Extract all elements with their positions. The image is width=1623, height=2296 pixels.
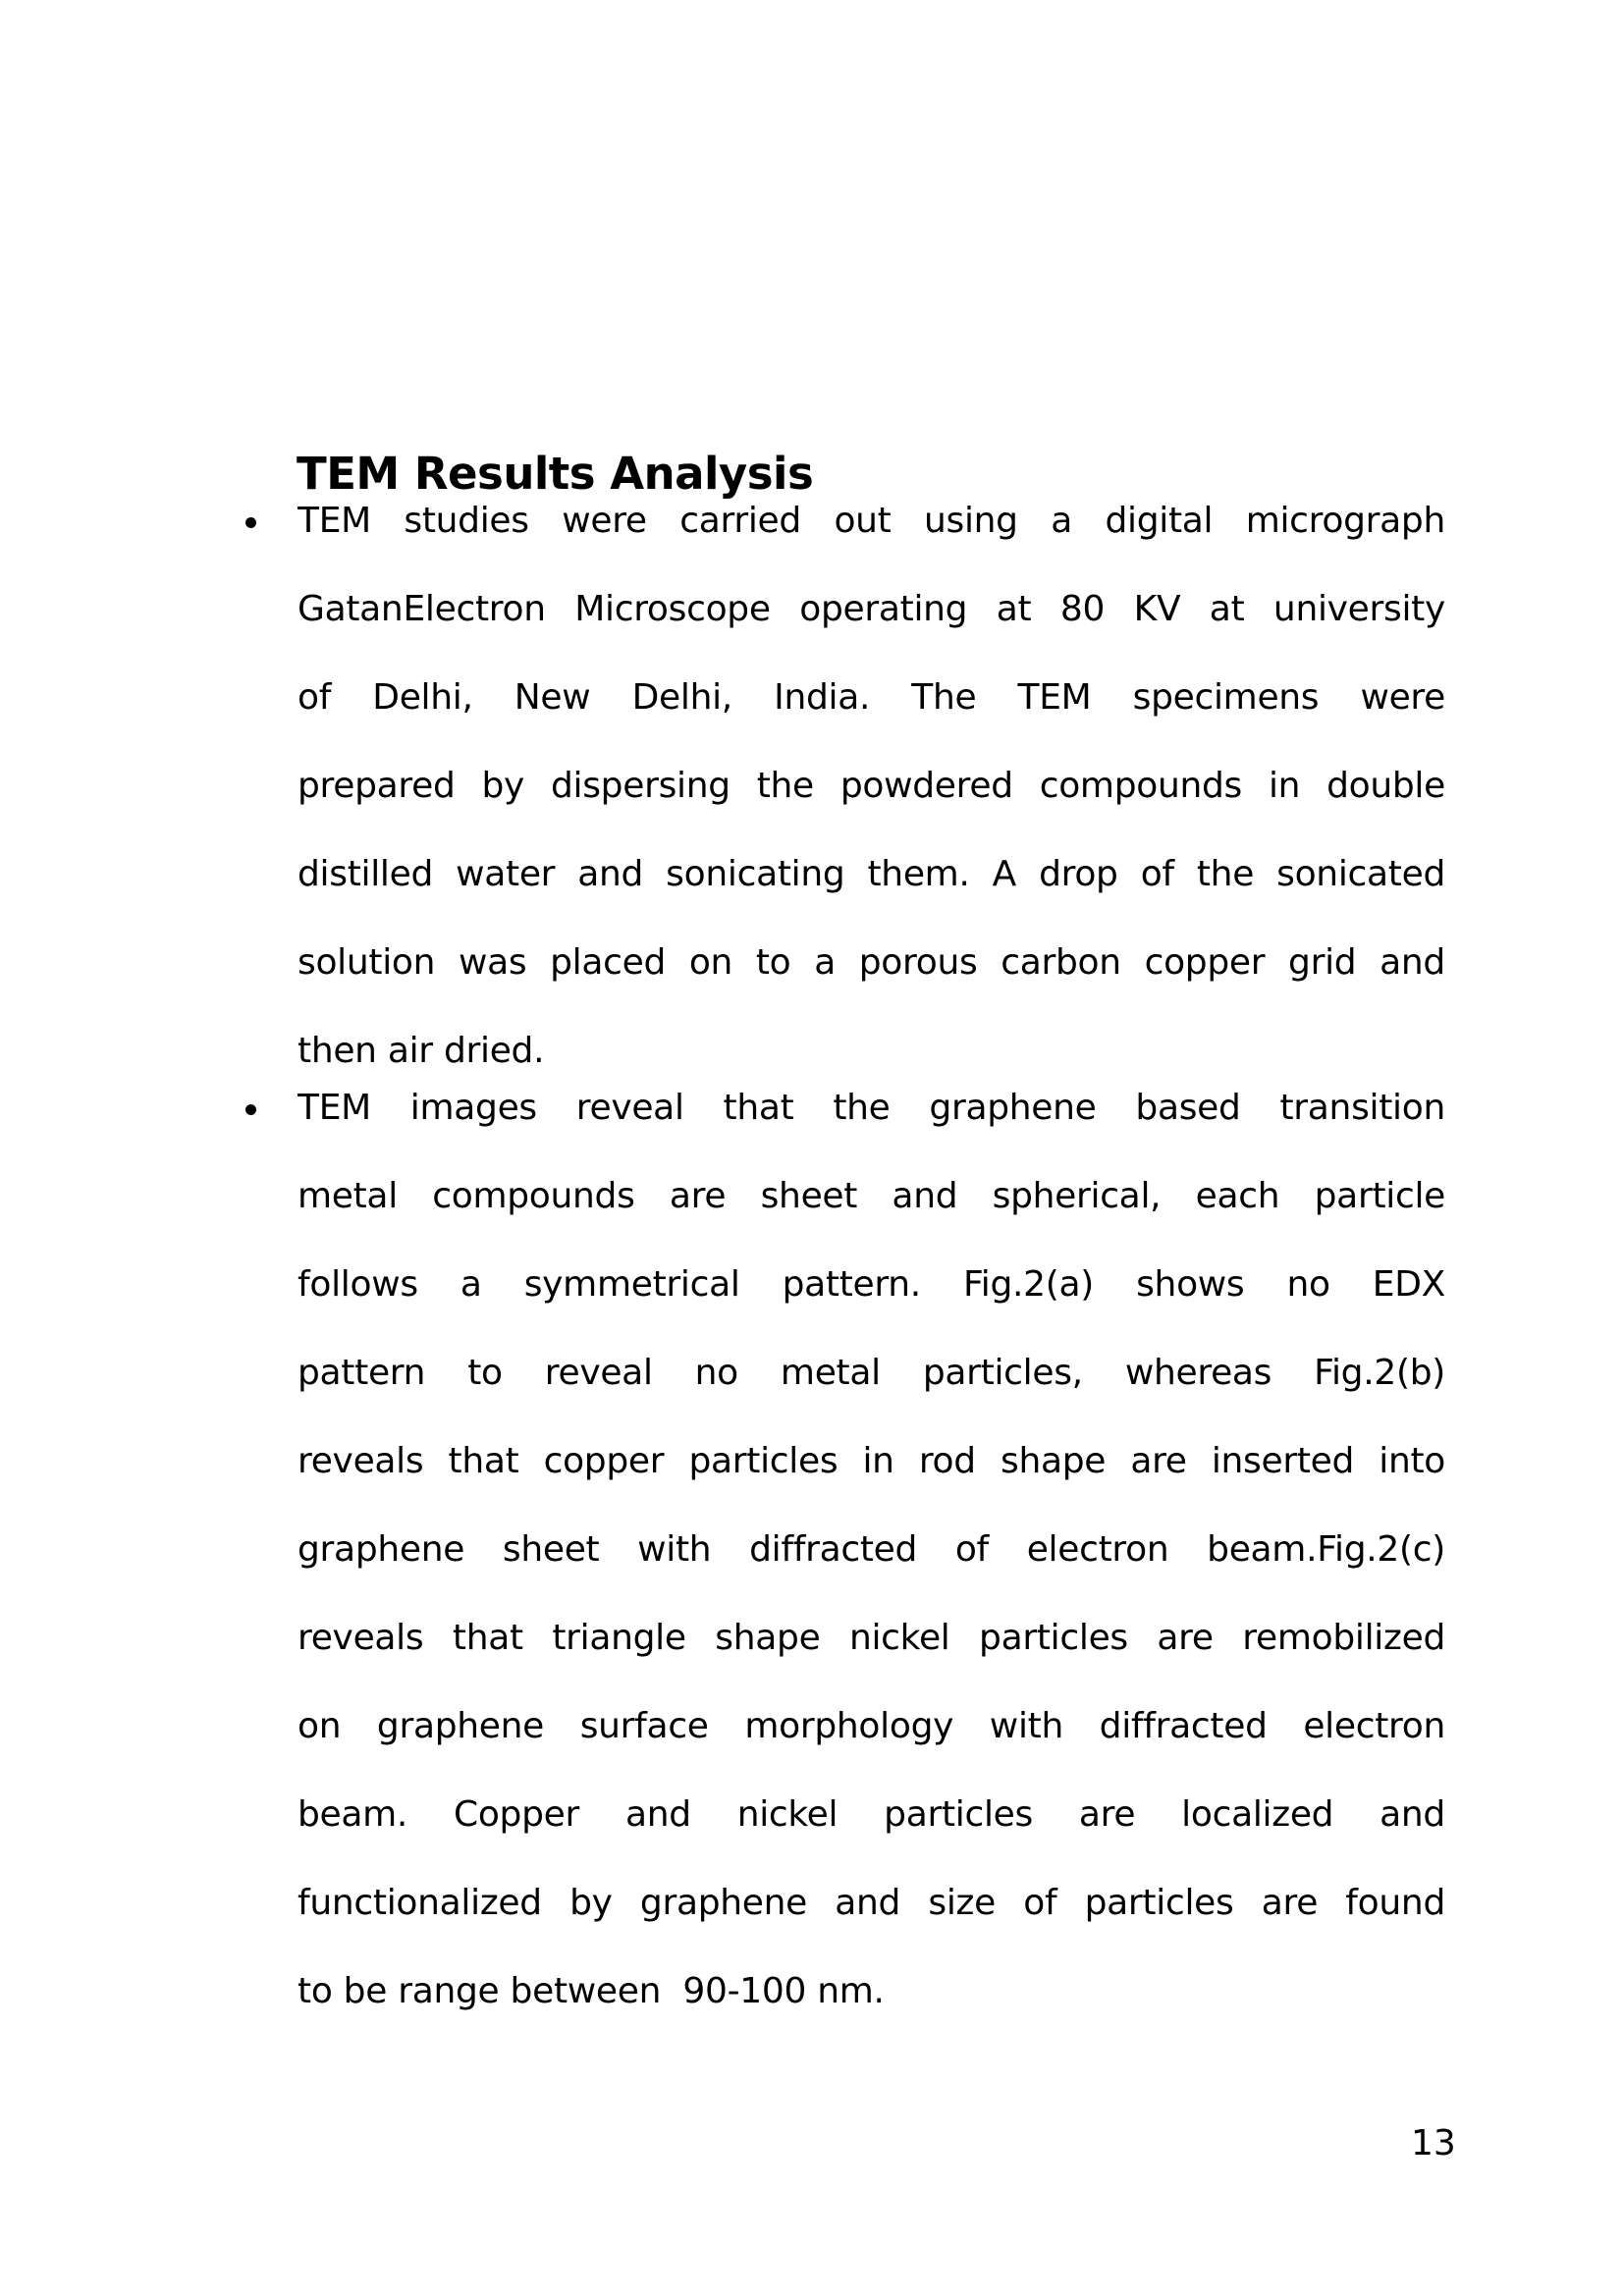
text-line: distilled water and sonicating them. A drop of the sonicated — [298, 854, 1445, 894]
text-line: reveals that copper particles in rod shape are inserted into — [298, 1441, 1445, 1481]
text-line: of Delhi, New Delhi, India. The TEM specimens were — [298, 677, 1445, 718]
text-line: GatanElectron Microscope operating at 80 KV at university — [298, 589, 1445, 629]
text-line: TEM images reveal that the graphene based transition — [298, 1088, 1445, 1128]
text-line: reveals that triangle shape nickel particles are remobilized — [298, 1618, 1445, 1658]
text-line: follows a symmetrical pattern. Fig.2(a) shows no EDX — [298, 1264, 1445, 1305]
section-heading: TEM Results Analysis — [297, 448, 814, 500]
text-line: on graphene surface morphology with diffracted electron — [298, 1706, 1445, 1746]
text-line: metal compounds are sheet and spherical, each particle — [298, 1176, 1445, 1216]
text-line: beam. Copper and nickel particles are localized and — [298, 1794, 1445, 1835]
bullet-dot-icon — [245, 517, 256, 528]
text-line: to be range between 90-100 nm. — [298, 1971, 885, 2011]
text-line: graphene sheet with diffracted of electron beam.Fig.2(c) — [298, 1529, 1445, 1570]
text-line: TEM studies were carried out using a digital micrograph — [298, 501, 1445, 541]
page-number: 13 — [1411, 2123, 1456, 2163]
bullet-item — [298, 1064, 1445, 2036]
text-line: solution was placed on to a porous carbon copper grid and — [298, 942, 1445, 983]
text-line: functionalized by graphene and size of particles are found — [298, 1883, 1445, 1923]
bullet-item — [298, 477, 1445, 1095]
text-line: pattern to reveal no metal particles, whereas Fig.2(b) — [298, 1353, 1445, 1393]
text-line: then air dried. — [298, 1031, 545, 1071]
text-line: prepared by dispersing the powdered compounds in double — [298, 766, 1445, 806]
bullet-dot-icon — [245, 1104, 256, 1115]
